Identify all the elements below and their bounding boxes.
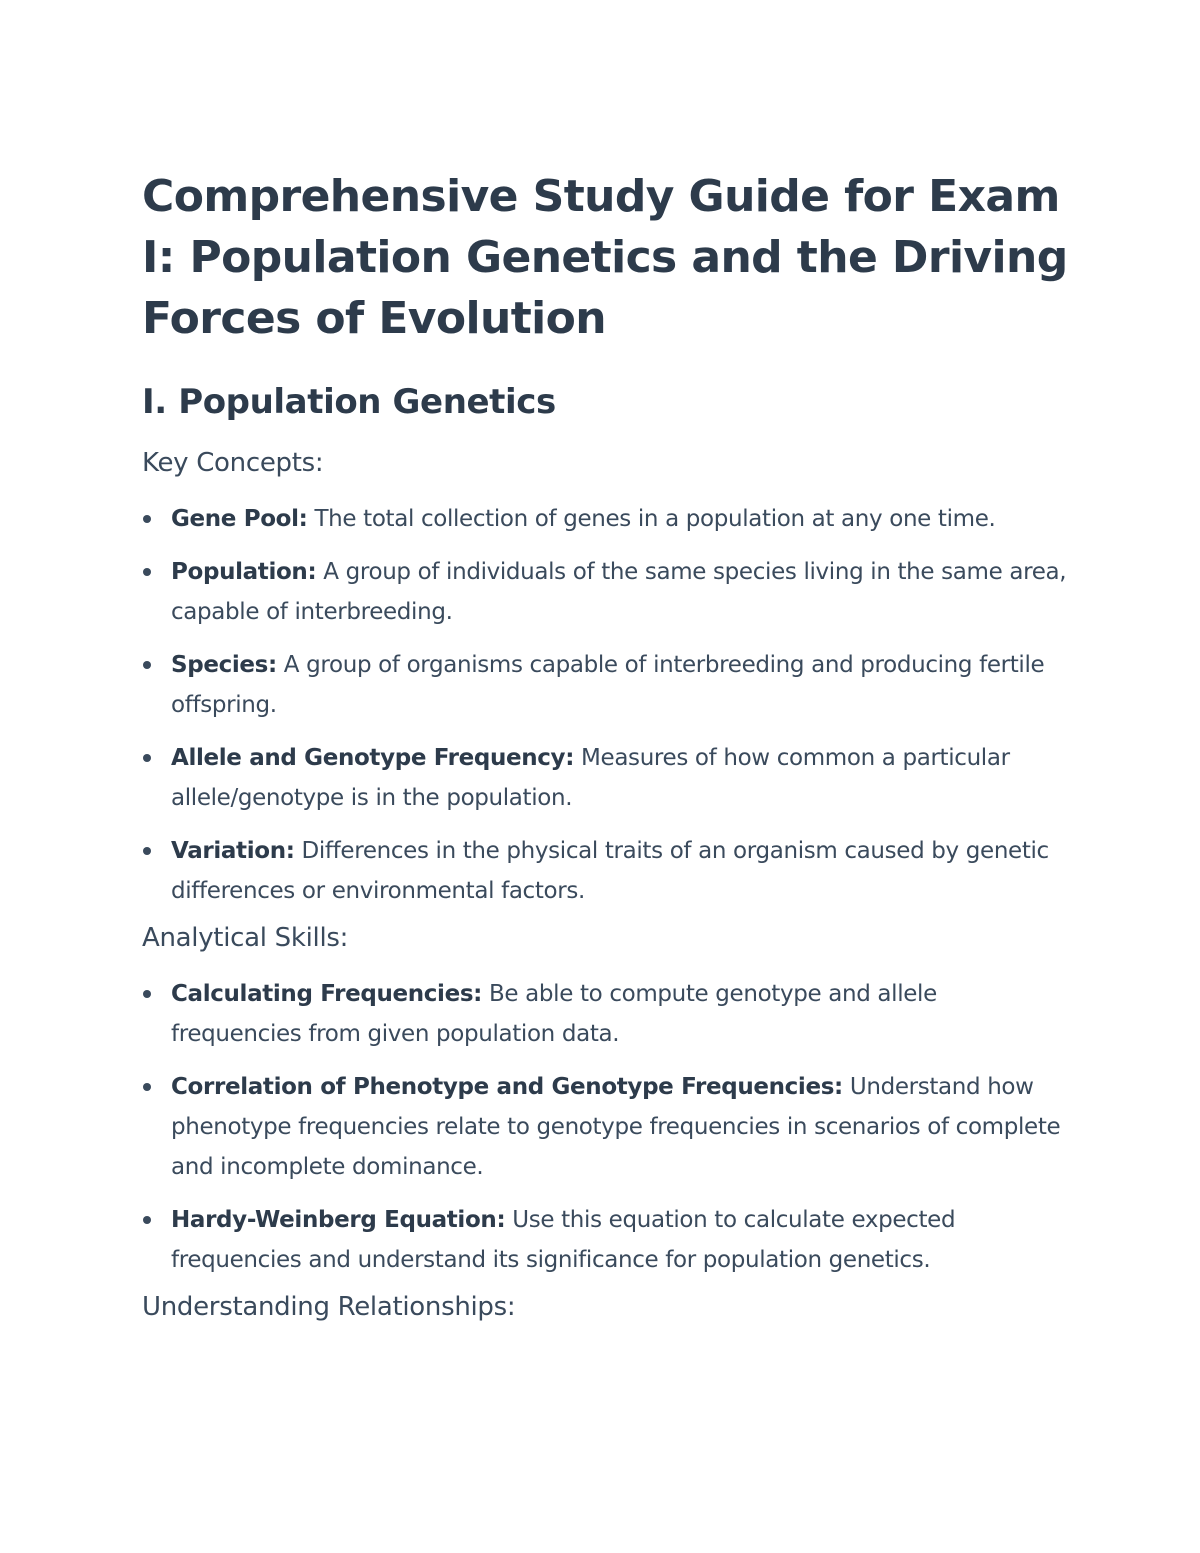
term-definition: A group of organisms capable of interbreeding and producing fertile offspring. bbox=[171, 652, 1045, 718]
list-item bbox=[142, 1200, 1072, 1280]
term-label: Allele and Genotype Frequency: bbox=[171, 745, 575, 771]
term-label: Gene Pool: bbox=[171, 506, 308, 532]
term-definition: Understand how phenotype frequencies relate to genotype frequencies in scenarios of complete and incomplete dominance. bbox=[171, 1074, 1061, 1180]
list-item bbox=[142, 974, 1072, 1054]
subheading-key-concepts: Key Concepts: bbox=[142, 448, 324, 478]
term-definition: The total collection of genes in a population at any one time. bbox=[307, 506, 996, 532]
bullet-icon bbox=[143, 661, 151, 669]
term-definition: Measures of how common a particular allele/genotype is in the population. bbox=[171, 745, 1010, 811]
bullet-icon bbox=[143, 1216, 151, 1224]
term-label: Calculating Frequencies: bbox=[171, 981, 483, 1007]
subheading-understanding-relationships: Understanding Relationships: bbox=[142, 1292, 516, 1322]
section-heading-population-genetics: I. Population Genetics bbox=[142, 382, 556, 422]
term-label: Hardy-Weinberg Equation: bbox=[171, 1207, 506, 1233]
key-concepts-list bbox=[142, 499, 1072, 911]
term-definition: Differences in the physical traits of an organism caused by genetic differences or environmental factors. bbox=[171, 838, 1049, 904]
analytical-skills-list bbox=[142, 974, 1072, 1280]
bullet-icon bbox=[143, 990, 151, 998]
term-label: Variation: bbox=[171, 838, 295, 864]
bullet-icon bbox=[143, 568, 151, 576]
document-title: Comprehensive Study Guide for Exam I: Population Genetics and the Driving Forces of Evolution bbox=[142, 171, 1068, 344]
list-item bbox=[142, 552, 1072, 632]
term-label: Correlation of Phenotype and Genotype Frequencies: bbox=[171, 1074, 843, 1100]
term-label: Population: bbox=[171, 559, 317, 585]
term-label: Species: bbox=[171, 652, 277, 678]
list-item bbox=[142, 831, 1072, 911]
bullet-icon bbox=[143, 847, 151, 855]
term-definition: A group of individuals of the same species living in the same area, capable of interbreeding. bbox=[171, 559, 1067, 625]
bullet-icon bbox=[143, 515, 151, 523]
bullet-icon bbox=[143, 754, 151, 762]
bullet-icon bbox=[143, 1083, 151, 1091]
document-page bbox=[142, 166, 1072, 1325]
term-definition: Be able to compute genotype and allele frequencies from given population data. bbox=[171, 981, 937, 1047]
list-item bbox=[142, 1067, 1072, 1187]
list-item bbox=[142, 738, 1072, 818]
subheading-analytical-skills: Analytical Skills: bbox=[142, 923, 349, 953]
list-item bbox=[142, 645, 1072, 725]
list-item bbox=[142, 499, 1072, 539]
term-definition: Use this equation to calculate expected frequencies and understand its significance for population genetics. bbox=[171, 1207, 956, 1273]
